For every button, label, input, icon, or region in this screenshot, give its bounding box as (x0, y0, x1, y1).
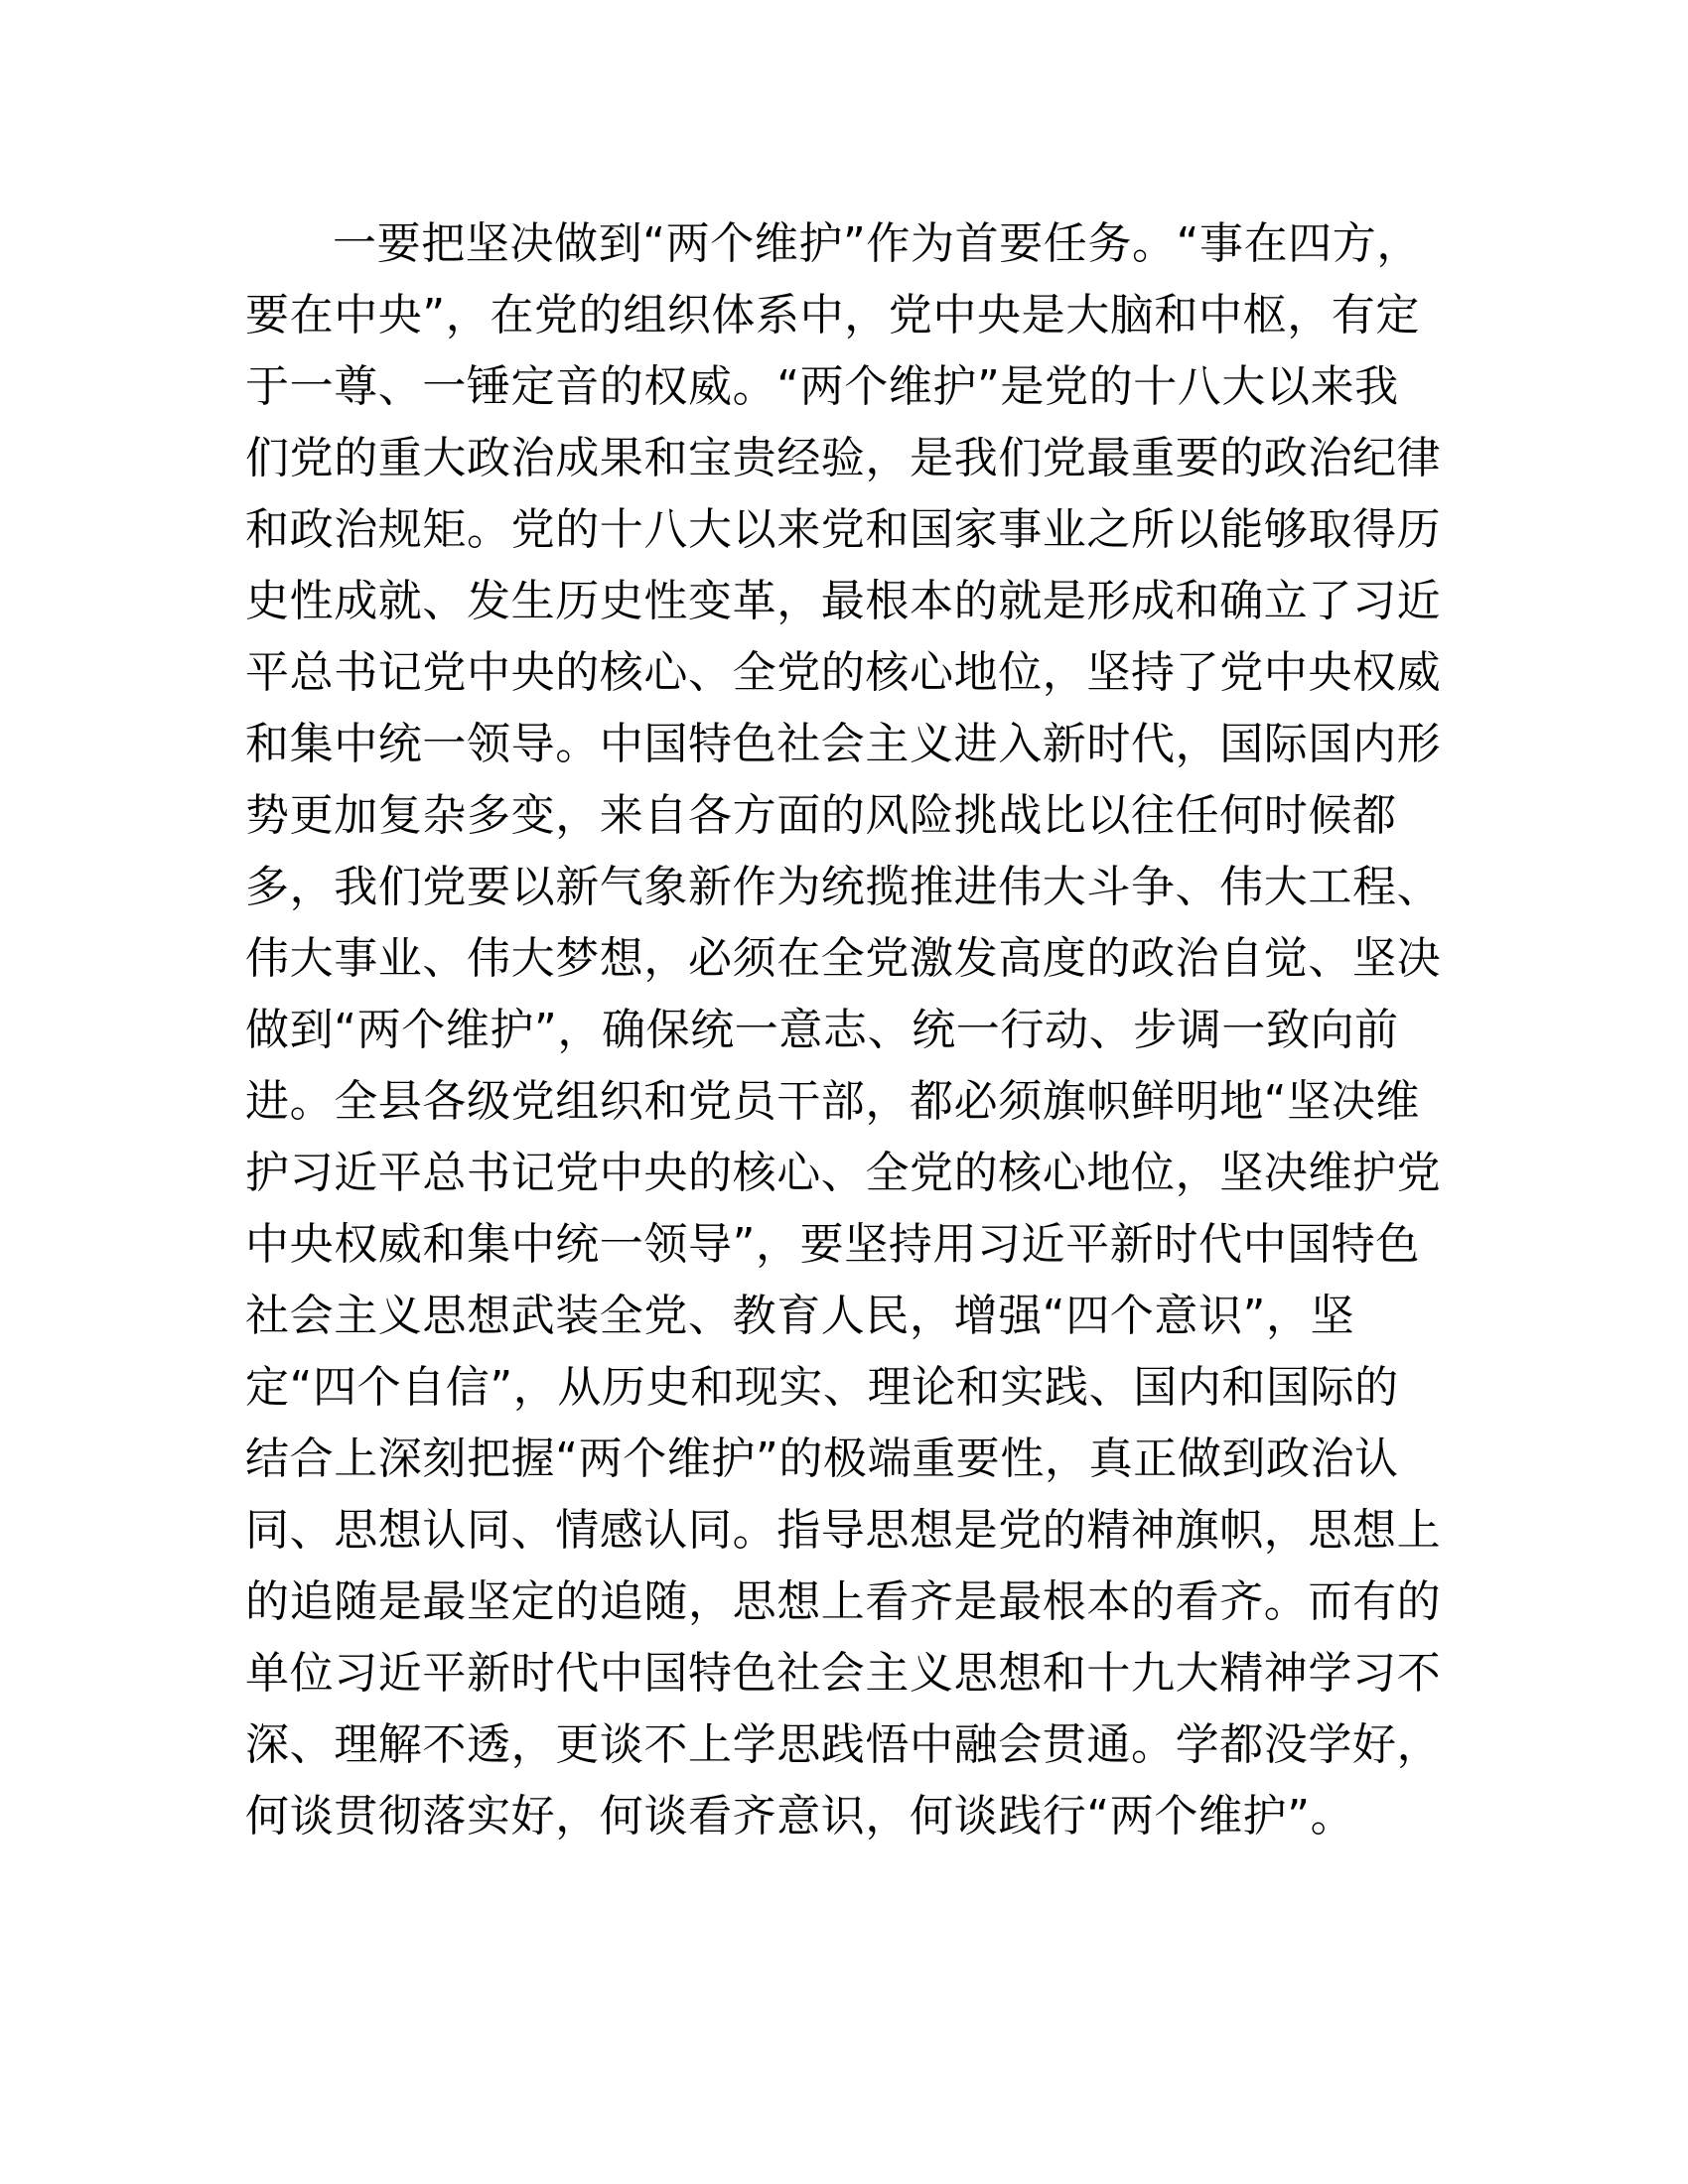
paragraph-line: 中央权威和集中统一领导”，要坚持用习近平新时代中国特色 (245, 1219, 1420, 1270)
paragraph-line: 单位习近平新时代中国特色社会主义思想和十九大精神学习不 (245, 1648, 1442, 1699)
body-paragraph (245, 208, 1447, 1852)
paragraph-line: 进。全县各级党组织和党员干部，都必须旗帜鲜明地“坚决维 (245, 1076, 1420, 1127)
paragraph-line: 史性成就、发生历史性变革，最根本的就是形成和确立了习近 (245, 576, 1442, 626)
paragraph-line: 深、理解不透，更谈不上学思践悟中融会贯通。学都没学好， (245, 1719, 1442, 1770)
paragraph-line: 势更加复杂多变，来自各方面的风险挑战比以往任何时候都 (245, 790, 1397, 841)
paragraph-line: 和政治规矩。党的十八大以来党和国家事业之所以能够取得历 (245, 504, 1442, 555)
paragraph-line: 做到“两个维护”，确保统一意志、统一行动、步调一致向前 (245, 1005, 1399, 1055)
paragraph-line: 伟大事业、伟大梦想，必须在全党激发高度的政治自觉、坚决 (245, 933, 1442, 984)
paragraph-line: 一要把坚决做到“两个维护”作为首要任务。“事在四方， (333, 218, 1421, 269)
paragraph-line: 于一尊、一锤定音的权威。“两个维护”是党的十八大以来我 (245, 361, 1399, 412)
paragraph-line: 多，我们党要以新气象新作为统揽推进伟大斗争、伟大工程、 (245, 862, 1442, 912)
paragraph-line: 们党的重大政治成果和宝贵经验，是我们党最重要的政治纪律 (245, 433, 1442, 483)
paragraph-line: 同、思想认同、情感认同。指导思想是党的精神旗帜，思想上 (245, 1505, 1442, 1556)
paragraph-line: 护习近平总书记党中央的核心、全党的核心地位，坚决维护党 (245, 1148, 1442, 1198)
paragraph-line: 社会主义思想武装全党、教育人民，增强“四个意识”，坚 (245, 1291, 1355, 1341)
paragraph-line: 结合上深刻把握“两个维护”的极端重要性，真正做到政治认 (245, 1433, 1399, 1484)
paragraph-line: 平总书记党中央的核心、全党的核心地位，坚持了党中央权威 (245, 647, 1442, 698)
paragraph-line: 何谈贯彻落实好，何谈看齐意识，何谈践行“两个维护”。 (245, 1791, 1355, 1842)
paragraph-line: 和集中统一领导。中国特色社会主义进入新时代，国际国内形 (245, 719, 1442, 769)
paragraph-line: 要在中央”，在党的组织体系中，党中央是大脑和中枢，有定 (245, 290, 1420, 341)
paragraph-line: 的追随是最坚定的追随，思想上看齐是最根本的看齐。而有的 (245, 1576, 1442, 1627)
paragraph-line: 定“四个自信”，从历史和现实、理论和实践、国内和国际的 (245, 1362, 1399, 1413)
